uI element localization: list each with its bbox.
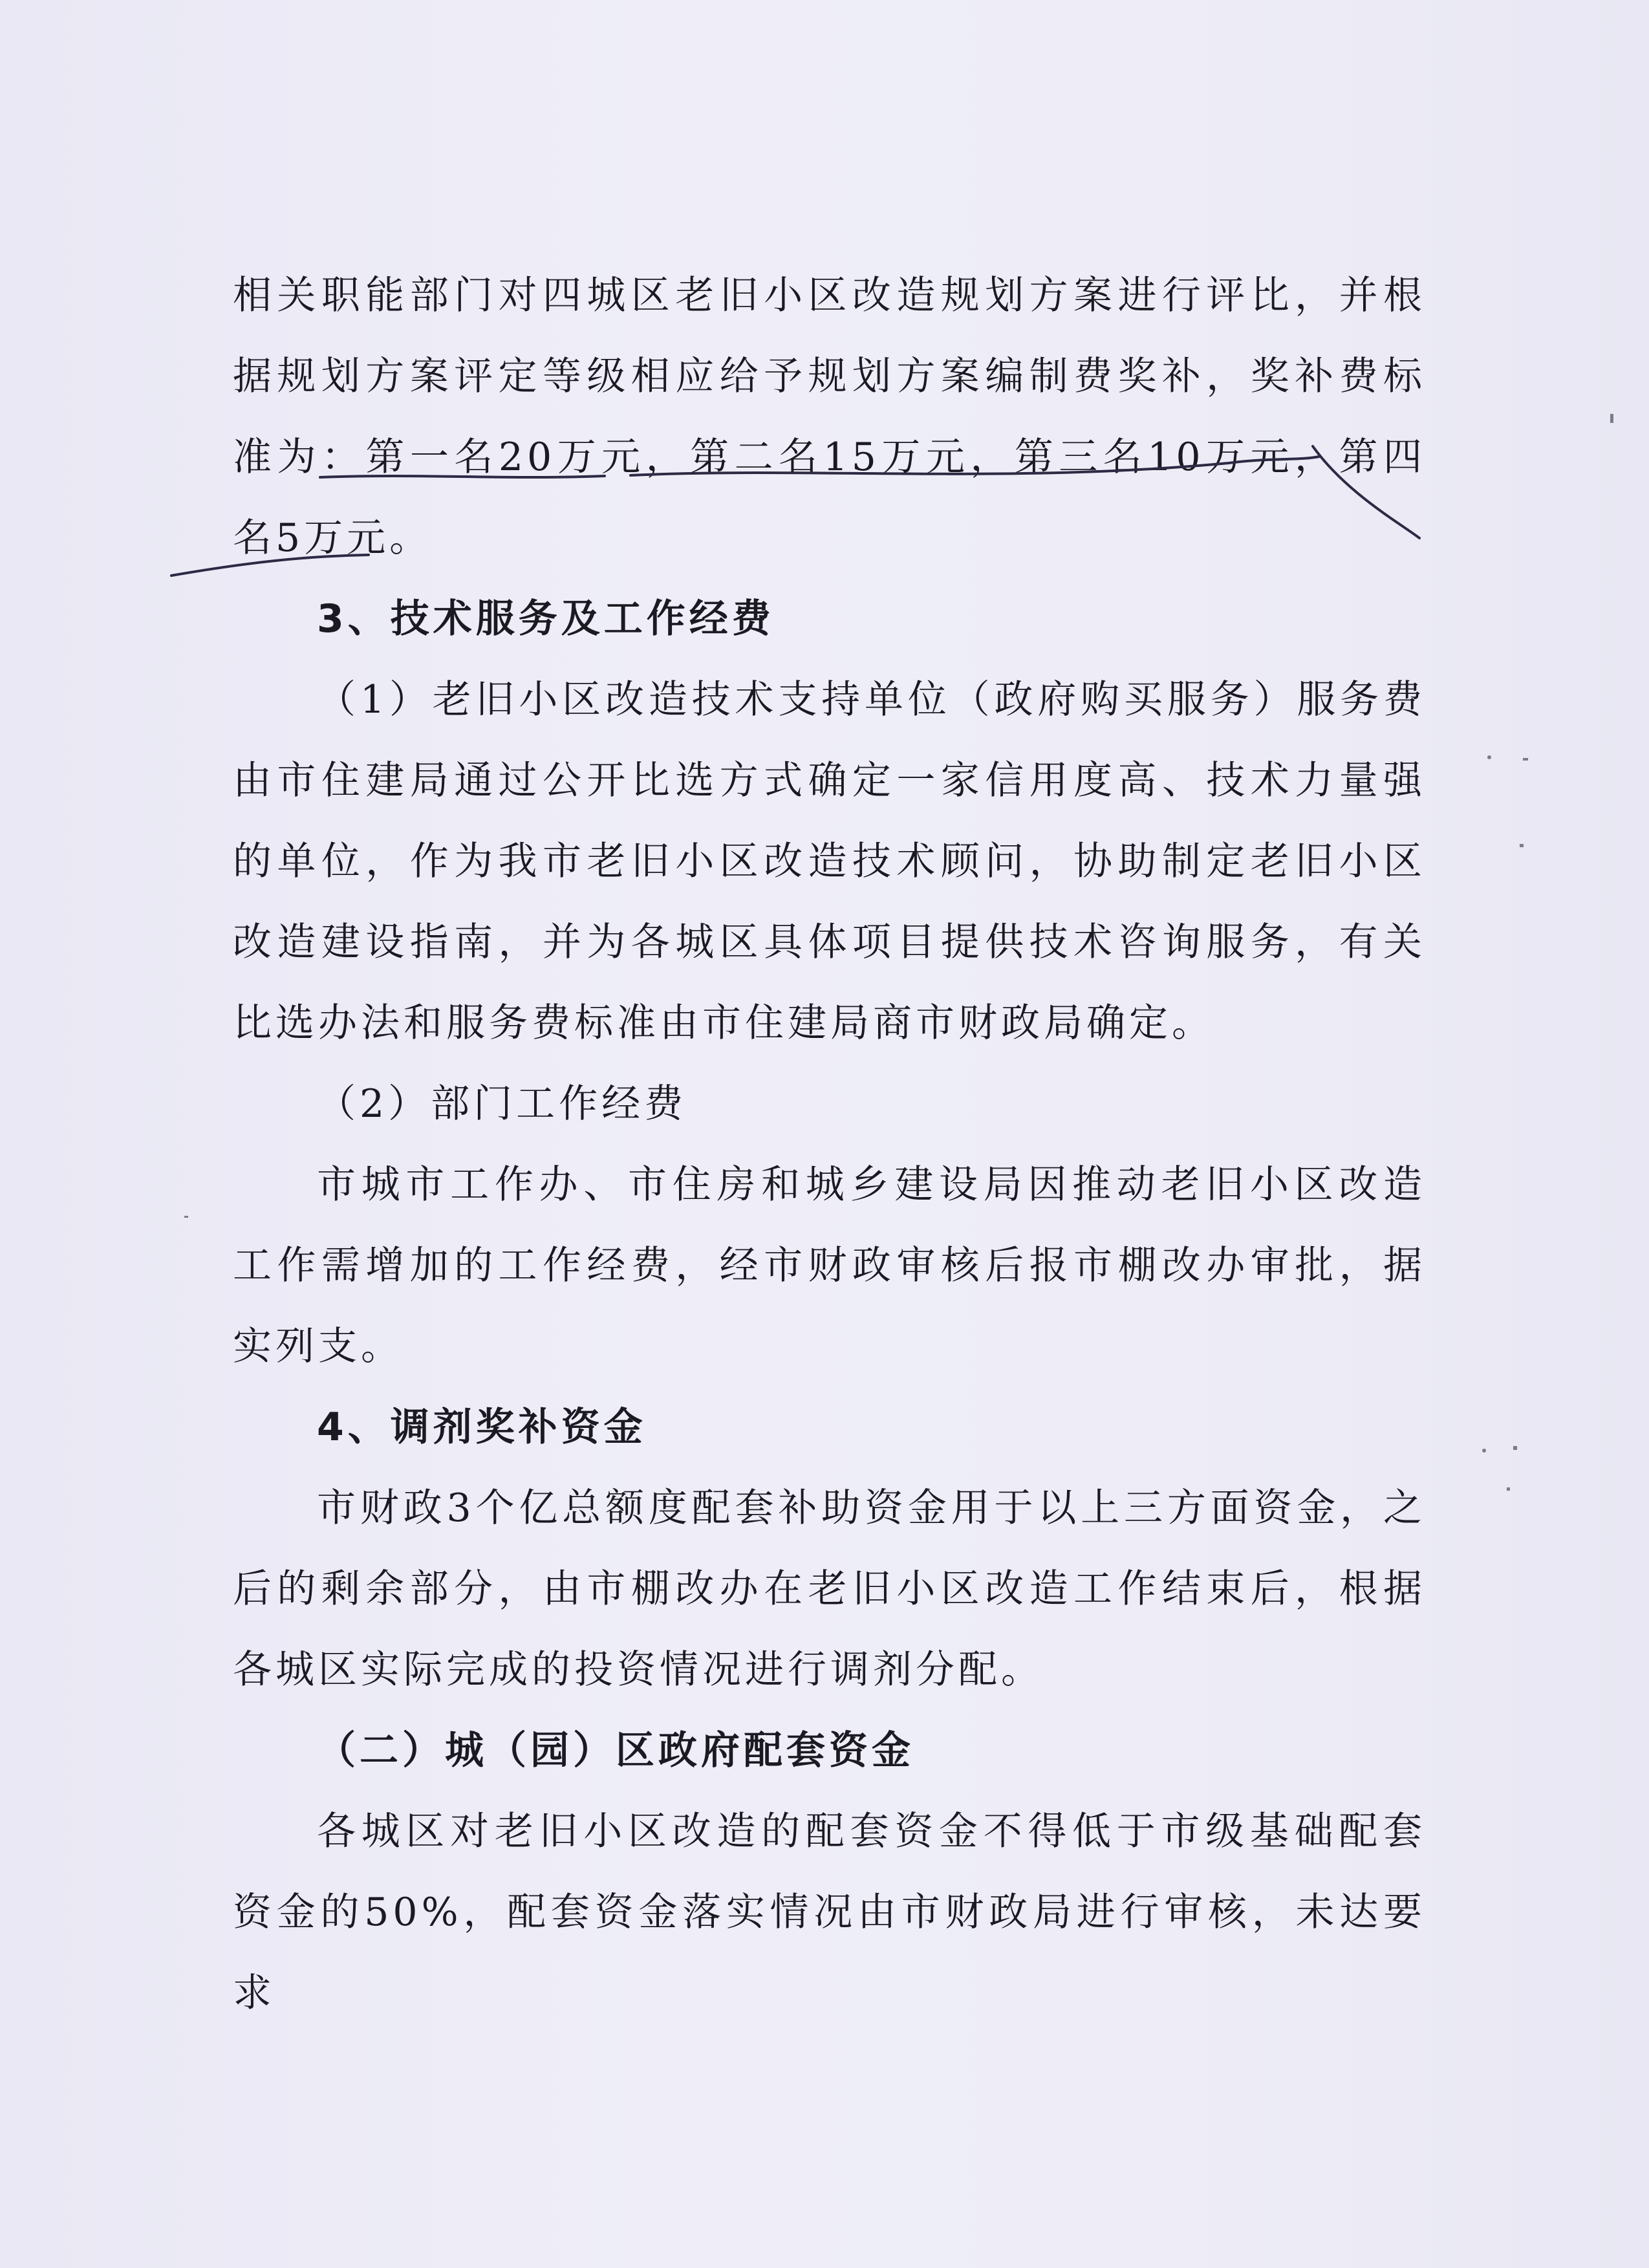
scan-mark xyxy=(1507,1487,1510,1491)
heading-tech-service-funds: 3、技术服务及工作经费 xyxy=(317,596,775,642)
scan-mark xyxy=(1610,414,1613,423)
scan-mark xyxy=(1487,755,1491,759)
scan-mark xyxy=(184,1216,188,1218)
paragraph-planning-award: 相关职能部门对四城区老旧小区改造规划方案进行评比，并根据规划方案评定等级相应给予规划方案编制费奖补，奖补费标准为：第一名20万元，第二名15万元，第三名10万元，第四名5万元。 xyxy=(233,273,1426,561)
heading-adjustment-funds: 4、调剂奖补资金 xyxy=(317,1405,647,1450)
scan-mark xyxy=(1520,844,1524,847)
heading-district-matching-funds: （二）城（园）区政府配套资金 xyxy=(317,1728,914,1773)
paragraph-department-funds: 市城市工作办、市住房和城乡建设局因推动老旧小区改造工作需增加的工作经费，经市财政审核后报市棚改办审批，据实列支。 xyxy=(233,1162,1426,1369)
document-body xyxy=(233,255,1426,2034)
scan-mark xyxy=(1513,1446,1517,1450)
paragraph-adjustment-funds: 市财政3个亿总额度配套补助资金用于以上三方面资金，之后的剩余部分，由市棚改办在老旧小区改造工作结束后，根据各城区实际完成的投资情况进行调剂分配。 xyxy=(233,1485,1426,1692)
paragraph-district-matching-funds: 各城区对老旧小区改造的配套资金不得低于市级基础配套资金的50%，配套资金落实情况由市财政局进行审核，未达要求 xyxy=(233,1809,1426,2016)
scan-mark xyxy=(1482,1449,1486,1453)
scan-mark xyxy=(1523,758,1528,761)
paragraph-tech-support-fee: （1）老旧小区改造技术支持单位（政府购买服务）服务费由市住建局通过公开比选方式确定一家信用度高、技术力量强的单位，作为我市老旧小区改造技术顾问，协助制定老旧小区改造建设指南，并为各城区具体项目提供技术咨询服务，有关比选办法和服务费标准由市住建局商市财政局确定。 xyxy=(233,677,1426,1046)
subheading-department-funds: （2）部门工作经费 xyxy=(317,1081,687,1127)
